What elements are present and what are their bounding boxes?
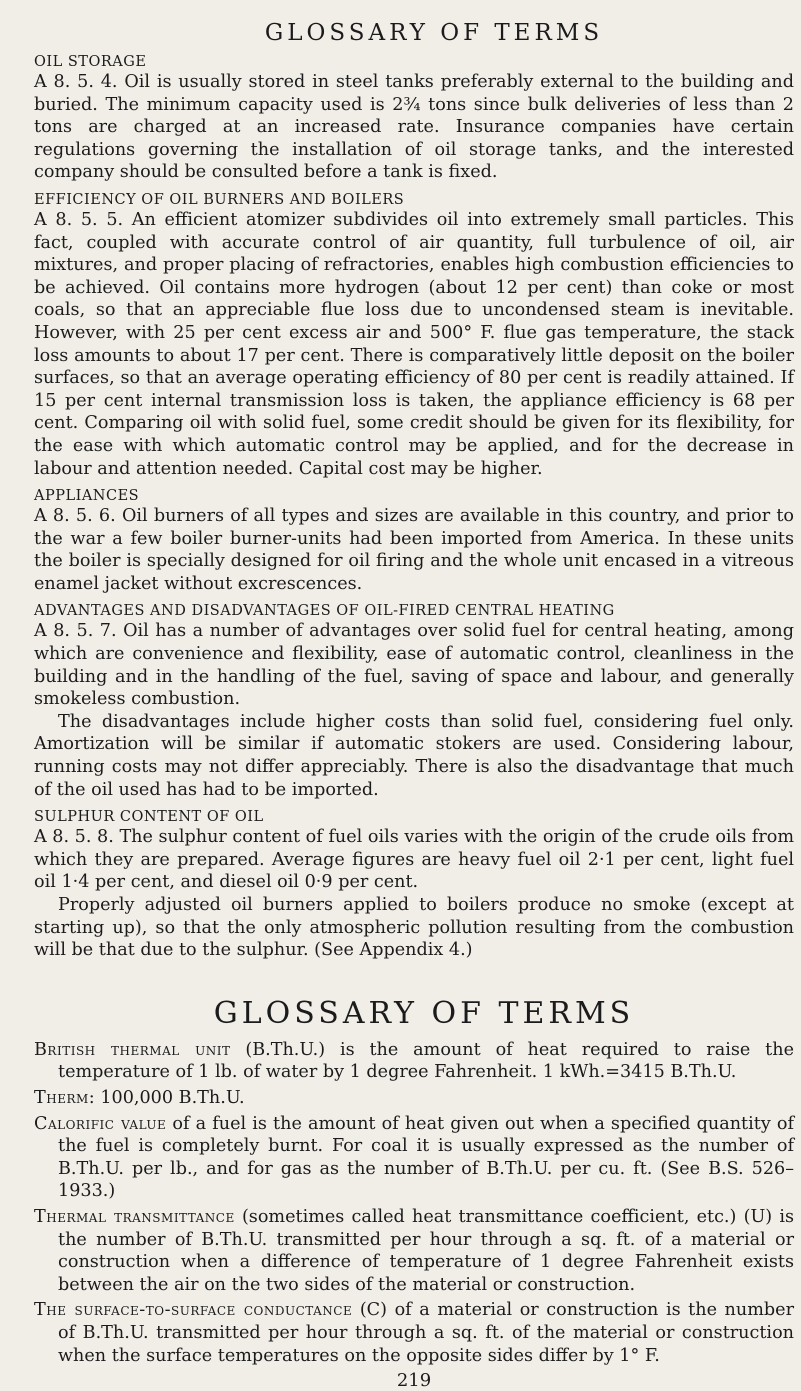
glossary-title: GLOSSARY OF TERMS <box>213 995 635 1031</box>
glossary-definition: (B.Th.U.) is the amount of heat required to raise the temperature of 1 lb. of water by 1 degree Fahrenheit. 1 kWh.=3415 B.Th.U. <box>58 1039 794 1083</box>
glossary-definition: of a fuel is the amount of heat given out when a specified quantity of the fuel is completely burnt. For coal it is usually expressed as the number of B.Th.U. per lb., and for gas as the number of B.Th.U. per cu. ft. (See B.S. 526–1933.) <box>58 1113 794 1202</box>
running-head: GLOSSARY OF TERMS <box>264 20 604 46</box>
paragraph: A 8. 5. 5. An efficient atomizer subdivides oil into extremely small particles. This fact, coupled with accurate control of air quantity, full turbulence of oil, air mixtures, and proper placing of refractories, enables high combustion efficiencies to be achieved. Oil contains more hydrogen (about 12 per cent) than coke or most coals, so that an appreciable flue loss due to uncondensed steam is inevitable. However, with 25 per cent excess air and 500° F. flue gas temperature, the stack loss amounts to about 17 per cent. There is comparatively little deposit on the boiler surfaces, so that an average operating efficiency of 80 per cent is readily attained. If 15 per cent internal transmission loss is taken, the appliance efficiency is 68 per cent. Comparing oil with solid fuel, some credit should be given for its flexibility, for the ease with which automatic control may be applied, and for the decrease in labour and attention needed. Capital cost may be higher. <box>34 209 794 479</box>
paragraph: A 8. 5. 6. Oil burners of all types and sizes are available in this country, and prior to the war a few boiler burner-units had been imported from America. In these units the boiler is specially designed for oil firing and the whole unit encased in a vitreous enamel jacket without excrescences. <box>34 506 794 594</box>
section-title: SULPHUR CONTENT OF OIL <box>34 809 264 826</box>
glossary-list <box>34 1039 794 1367</box>
paragraph: A 8. 5. 8. The sulphur content of fuel oils varies with the origin of the crude oils from which they are prepared. Average figures are heavy fuel oil 2·1 per cent, light fuel oil 1·4 per cent, and diesel oil 0·9 per cent. <box>34 827 794 893</box>
paragraph: Properly adjusted oil burners applied to boilers produce no smoke (except at starting up), so that the only atmospheric pollution resulting from the combustion will be that due to the sulphur. (See Appendix 4.) <box>34 895 794 961</box>
glossary-term: British thermal unit <box>34 1039 231 1060</box>
section-sulphur <box>34 809 794 962</box>
glossary-definition: (sometimes called heat transmittance coefficient, etc.) (U) is the number of B.Th.U. transmitted per hour through a sq. ft. of a material or construction when a difference of temperature of 1 degree Fahrenheit exists between the air on the two sides of the material or construction. <box>58 1206 794 1295</box>
section-appliances <box>34 488 794 595</box>
glossary-entry <box>34 1039 794 1084</box>
section-title: OIL STORAGE <box>34 54 147 70</box>
paragraph: The disadvantages include higher costs than solid fuel, considering fuel only. Amortization will be similar if automatic stokers are used. Considering labour, running costs may not differ appreciably. There is also the disadvantage that much of the oil used has had to be imported. <box>34 711 794 800</box>
glossary-term: The surface-to-surface conductance <box>34 1300 353 1321</box>
section-title: ADVANTAGES AND DISADVANTAGES OF OIL-FIRED CENTRAL HEATING <box>34 603 615 620</box>
section-oil-storage <box>34 54 794 184</box>
glossary-definition: : 100,000 B.Th.U. <box>88 1087 245 1108</box>
glossary-term: Thermal transmittance <box>34 1206 235 1227</box>
section-efficiency <box>34 192 794 480</box>
section-title: EFFICIENCY OF OIL BURNERS AND BOILERS <box>34 191 405 208</box>
glossary-definition: (C) of a material or construction is the number of B.Th.U. transmitted per hour through a sq. ft. of the material or construction when the surface temperatures on the opposite sides differ by 1° F. <box>58 1300 794 1366</box>
page <box>34 0 794 1391</box>
glossary-term: Calorific value <box>34 1113 167 1134</box>
paragraph: A 8. 5. 7. Oil has a number of advantages over solid fuel for central heating, among which are convenience and flexibility, ease of automatic control, cleanliness in the building and in the handling of the fuel, saving of space and labour, and generally smokeless combustion. <box>34 621 794 710</box>
glossary-entry <box>34 1206 794 1296</box>
paragraph: A 8. 5. 4. Oil is usually stored in steel tanks preferably external to the building and buried. The minimum capacity used is 2¾ tons since bulk deliveries of less than 2 tons are charged at an increased rate. Insurance companies have certain regulations governing the installation of oil storage tanks, and the interested company should be consulted before a tank is fixed. <box>34 72 794 183</box>
section-advantages <box>34 603 794 801</box>
glossary-entry <box>34 1113 794 1203</box>
glossary-term: Therm <box>34 1087 89 1108</box>
glossary-entry <box>34 1087 794 1110</box>
page-number: 219 <box>396 1370 432 1391</box>
section-title: APPLIANCES <box>34 488 140 505</box>
glossary-entry <box>34 1299 794 1367</box>
